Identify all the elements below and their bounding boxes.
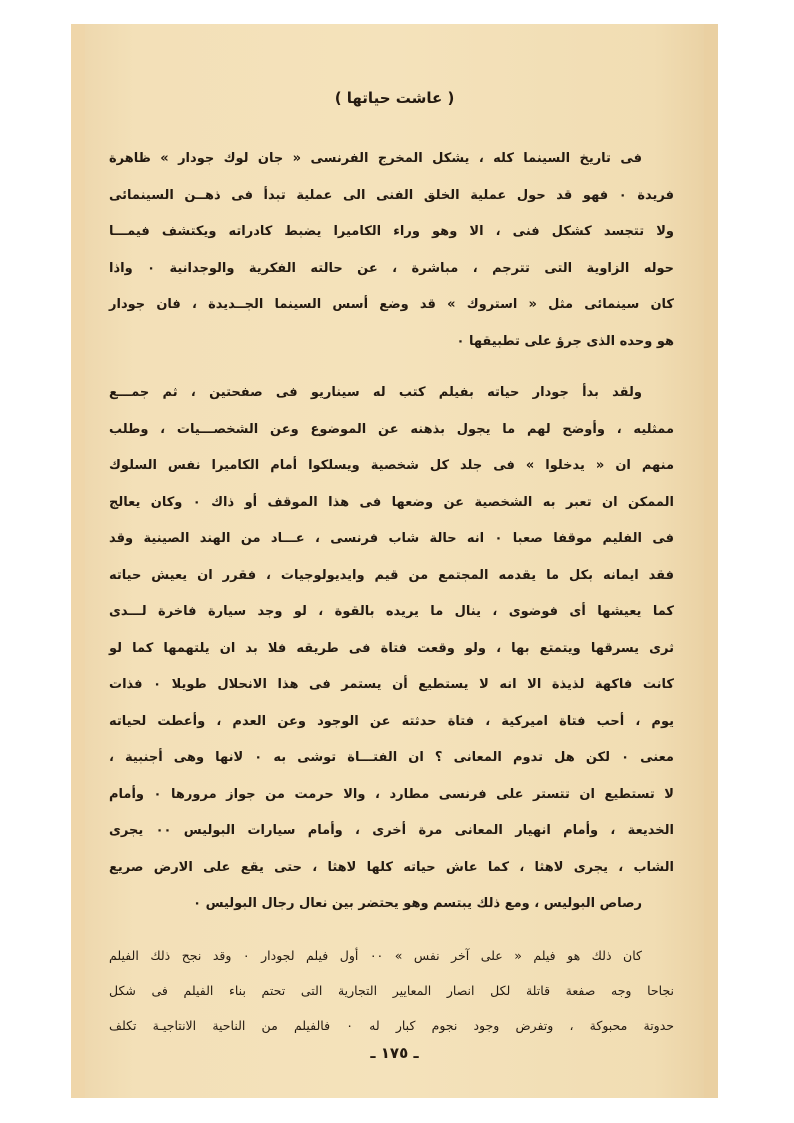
paragraph-line: فى تاريخ السينما كله ، يشكل المخرج الفرنسى « جان لوك جودار » ظاهرة — [109, 151, 642, 166]
paragraph-line: رصاص البوليس ، ومع ذلك يبتسم وهو يحتضر بين نعال رجال البوليس ٠ — [193, 896, 642, 911]
page-number: ـ ١٧٥ ـ — [370, 1044, 419, 1062]
paragraph-line: هو وحده الذى جرؤ على تطبيقها ٠ — [456, 333, 674, 349]
paragraph-line: كان ذلك هو فيلم « على آخر نفس » ٠٠ أول فيلم لجودار ٠ وقد نجح ذلك الفيلم — [109, 948, 642, 963]
paragraph-line: كان سينمائى مثل « استروك » قد وضع أسس السينما الجــديدة ، فان جودار — [109, 297, 674, 312]
paragraph-line: ولقد بدأ جودار حياته بفيلم كتب له سيناريو فى صفحتين ، ثم جمـــع — [109, 385, 642, 400]
paragraph-2 — [109, 375, 674, 923]
paragraph-line: الخديعة ، وأمام انهيار المعانى مرة أخرى ، وأمام سيارات البوليس ٠٠ يجرى — [109, 823, 674, 838]
paragraph-line: الممكن ان تعبر به الشخصية عن وضعها فى هذا الموقف أو ذاك ٠ وكان يعالج — [109, 494, 674, 510]
paragraph-line: كانت فاكهة لذيذة الا انه لا يستطيع أن يستمر فى هذا الانحلال طويلا ٠ فذات — [109, 677, 674, 692]
paragraph-line: كما يعيشها أى فوضوى ، ينال ما يريده بالقوة ، لو وجد سيارة فاخرة لـــدى — [109, 604, 674, 619]
page-edge-left — [71, 24, 85, 1098]
paragraph-line: لا تستطيع ان تتستر على فرنسى مطارد ، والا حرمت من جواز مرورها ٠ وأمام — [109, 786, 674, 802]
paragraph-line: ممثليه ، وأوضح لهم ما يجول بذهنه عن الموضوع وعن الشخصـــيات ، وطلب — [109, 421, 674, 437]
paragraph-line: حوله الزاوية التى تترجم ، مباشرة ، عن حالته الفكرية والوجدانية ٠ واذا — [109, 260, 674, 276]
paragraph-line: ثرى يسرقها ويتمتع بها ، ولو وقعت فتاة فى طريقه فلا بد ان يلتهمها كما لو — [109, 640, 674, 656]
paragraph-line: الشاب ، يجرى لاهثا ، كما عاش حياته كلها لاهثا ، حتى يقع على الارض صريع — [109, 859, 674, 875]
paragraph-line: ولا تتجسد كشكل فنى ، الا وهو وراء الكاميرا يضبط كادراته ويكتشف فيمـــا — [109, 224, 674, 239]
paragraph-line: فقد ايمانه بكل ما يقدمه المجتمع من قيم وايديولوجيات ، فقرر ان يعيش حياته — [109, 567, 674, 583]
paragraph-line: حدوتة محبوكة ، وتفرض وجود نجوم كبار له ٠ فالفيلم من الناحية الانتاجيـة تكلف — [109, 1018, 674, 1033]
paragraph-line: فريدة ٠ فهو قد حول عملية الخلق الفنى الى عملية تبدأ فى ذهــن السينمائى — [109, 187, 674, 203]
page-edge-right — [704, 24, 718, 1098]
paragraph-3 — [109, 938, 674, 1043]
paragraph-line: منهم ان « يدخلوا » فى جلد كل شخصية ويسلكوا أمام الكاميرا نفس السلوك — [109, 458, 674, 473]
paragraph-line: يوم ، أحب فتاة اميركية ، فتاة حدثته عن الوجود وعن العدم ، وأعطت لحياته — [109, 713, 674, 729]
paragraph-line: معنى ٠ لكن هل تدوم المعانى ؟ ان الفتـــاة توشى به ٠ لانها وهى أجنبية ، — [109, 750, 674, 765]
paragraph-1 — [109, 141, 674, 360]
chapter-title: ( عاشت حياتها ) — [334, 89, 455, 107]
paragraph-line: نجاحا وجه صفعة قاتلة لكل انصار المعايير التجارية التى تحتم بناء الفيلم فى شكل — [109, 983, 674, 998]
paragraph-line: فى الفليم موقفا صعبا ٠ انه حالة شاب فرنسى ، عـــاد من الهند الصينية وقد — [109, 531, 674, 546]
book-page — [85, 24, 704, 1098]
